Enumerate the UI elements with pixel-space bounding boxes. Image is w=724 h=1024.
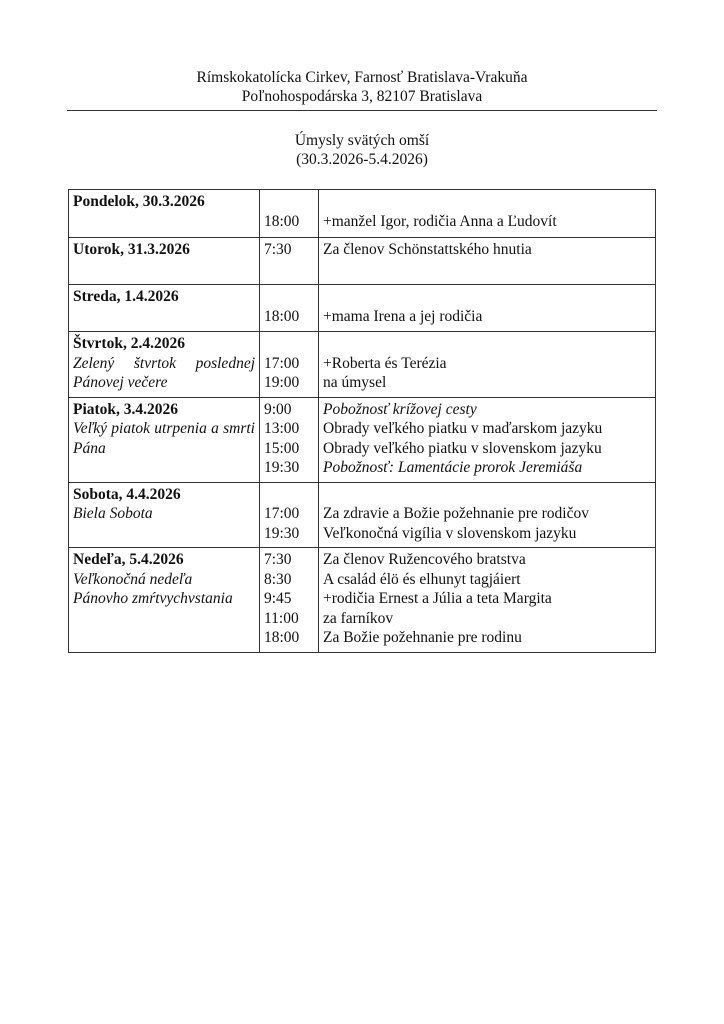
mass-time: 9:00 xyxy=(264,400,292,418)
time-cell xyxy=(260,332,319,398)
mass-intention: Obrady veľkého piatku v maďarskom jazyku xyxy=(323,420,603,437)
time-cell xyxy=(260,285,319,332)
mass-intention: +manžel Igor, rodičia Anna a Ľudovít xyxy=(323,212,557,230)
parish-header xyxy=(67,68,657,106)
intention-cell xyxy=(319,238,656,285)
mass-intention: Za zdravie a Božie požehnanie pre rodičov xyxy=(323,505,589,522)
table-row-sunday xyxy=(69,548,656,653)
mass-time: 8:30 xyxy=(264,570,292,588)
mass-time: 18:00 xyxy=(264,629,300,646)
table-row-monday xyxy=(69,190,656,238)
day-cell xyxy=(69,332,260,398)
day-name: Nedeľa, 5.4.2026 xyxy=(73,551,184,568)
feast-name: Biela Sobota xyxy=(73,505,153,522)
time-cell xyxy=(260,397,319,482)
intention-cell xyxy=(319,285,656,332)
day-cell xyxy=(69,190,260,238)
day-name: Štvrtok, 2.4.2026 xyxy=(73,335,185,352)
day-name: Pondelok, 30.3.2026 xyxy=(73,193,205,210)
intention-cell xyxy=(319,482,656,548)
mass-intention: +Roberta és Terézia xyxy=(323,354,447,372)
mass-time: 19:30 xyxy=(264,524,300,542)
intention-cell xyxy=(319,332,656,398)
mass-time: 13:00 xyxy=(264,420,300,437)
mass-time: 17:00 xyxy=(264,354,300,372)
feast-name: Veľký piatok utrpenia a smrti Pána xyxy=(73,420,255,457)
feast-name: Veľkonočná nedeľa xyxy=(73,570,193,588)
mass-time: 15:00 xyxy=(264,439,300,457)
day-name: Sobota, 4.4.2026 xyxy=(73,485,181,503)
mass-time: 18:00 xyxy=(264,307,300,325)
header-divider xyxy=(67,110,657,111)
mass-time: 7:30 xyxy=(264,551,292,568)
mass-time: 17:00 xyxy=(264,505,300,522)
mass-intention: Za členov Schönstattského hnutia xyxy=(323,241,532,258)
mass-time: 19:00 xyxy=(264,374,300,391)
intention-cell xyxy=(319,397,656,482)
document-title xyxy=(67,131,657,169)
table-row-wednesday xyxy=(69,285,656,332)
feast-name: Pánovho zmŕtvychvstania xyxy=(73,590,233,607)
mass-intention: na úmysel xyxy=(323,374,387,391)
day-cell xyxy=(69,482,260,548)
mass-intention: Pobožnosť krížovej cesty xyxy=(323,400,477,418)
day-cell xyxy=(69,285,260,332)
time-cell xyxy=(260,238,319,285)
table-row-saturday xyxy=(69,482,656,548)
time-cell xyxy=(260,548,319,653)
day-cell xyxy=(69,548,260,653)
mass-time: 19:30 xyxy=(264,459,300,476)
parish-name: Rímskokatolícka Cirkev, Farnosť Bratislava-Vrakuňa xyxy=(196,69,528,86)
mass-intention: +mama Irena a jej rodičia xyxy=(323,307,483,325)
mass-intention: za farníkov xyxy=(323,609,394,627)
parish-address: Poľnohospodárska 3, 82107 Bratislava xyxy=(241,88,483,105)
title-text: Úmysly svätých omší xyxy=(294,132,430,149)
day-name: Utorok, 31.3.2026 xyxy=(73,241,190,258)
mass-time: 7:30 xyxy=(264,241,292,258)
mass-time: 9:45 xyxy=(264,590,292,607)
mass-time: 11:00 xyxy=(264,609,299,627)
table-row-friday xyxy=(69,397,656,482)
mass-intention: Za členov Ružencového bratstva xyxy=(323,551,526,568)
day-name: Streda, 1.4.2026 xyxy=(73,288,179,305)
day-name: Piatok, 3.4.2026 xyxy=(73,400,179,418)
mass-schedule-table xyxy=(68,189,656,653)
mass-intention: Pobožnosť: Lamentácie prorok Jeremiáša xyxy=(323,459,583,476)
intention-cell xyxy=(319,190,656,238)
date-range: (30.3.2026-5.4.2026) xyxy=(296,151,428,168)
day-cell xyxy=(69,238,260,285)
table-row-tuesday xyxy=(69,238,656,285)
mass-intention: Za Božie požehnanie pre rodinu xyxy=(323,629,522,646)
time-cell xyxy=(260,190,319,238)
intention-cell xyxy=(319,548,656,653)
feast-name: Zelený štvrtok poslednej Pánovej večere xyxy=(73,354,255,391)
mass-intention: Veľkonočná vigília v slovenskom jazyku xyxy=(323,524,577,542)
mass-intention: Obrady veľkého piatku v slovenskom jazyku xyxy=(323,439,602,457)
time-cell xyxy=(260,482,319,548)
table-row-thursday xyxy=(69,332,656,398)
mass-time: 18:00 xyxy=(264,212,300,230)
day-cell xyxy=(69,397,260,482)
mass-intention: A család élö és elhunyt tagjáiert xyxy=(323,570,521,588)
mass-intention: +rodičia Ernest a Júlia a teta Margita xyxy=(323,590,552,607)
